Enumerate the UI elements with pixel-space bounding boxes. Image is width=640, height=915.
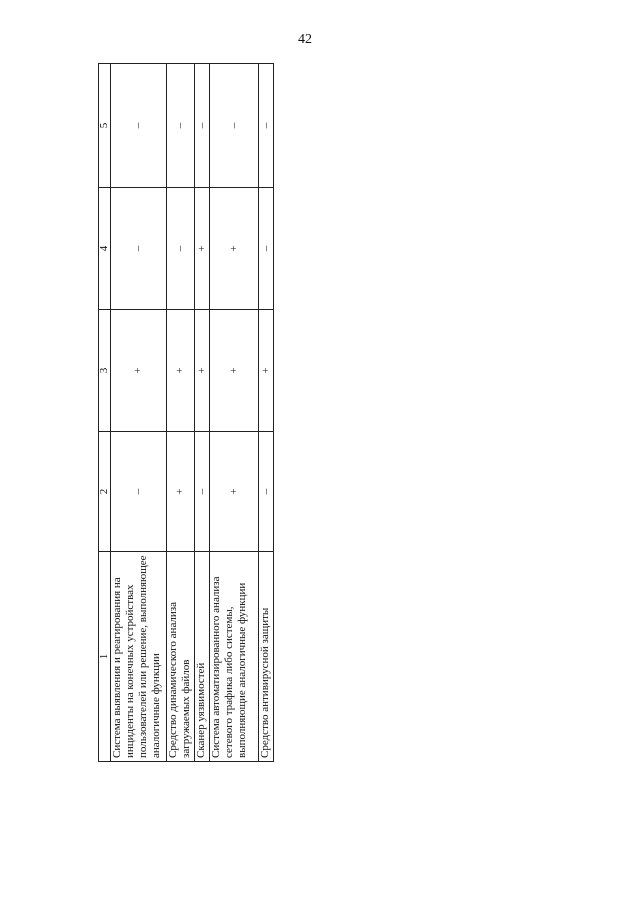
row-mark-col-5: – <box>210 64 259 188</box>
table-row <box>259 64 274 762</box>
table-row <box>110 64 166 762</box>
row-mark-col-2: – <box>259 432 274 552</box>
row-mark-col-2: – <box>195 432 210 552</box>
requirements-table <box>98 63 274 762</box>
row-name: Средство антивирусной защиты <box>259 552 274 762</box>
header-col-2: 2 <box>99 432 111 552</box>
row-mark-col-3: + <box>166 310 195 432</box>
row-name: Система выявления и реагирования на инциденты на конечных устройствах пользователей или решение, выполняющее аналогичные функции <box>110 552 166 762</box>
row-mark-col-3: + <box>195 310 210 432</box>
row-name: Сканер уязвимостей <box>195 552 210 762</box>
page-number: 42 <box>298 32 312 47</box>
row-mark-col-4: – <box>110 188 166 310</box>
row-mark-col-5: – <box>195 64 210 188</box>
row-name: Система автоматизированного анализа сетевого трафика либо системы, выполняющие аналогичные функции <box>210 552 259 762</box>
table-row <box>195 64 210 762</box>
row-mark-col-2: + <box>166 432 195 552</box>
header-col-3: 3 <box>99 310 111 432</box>
row-mark-col-2: – <box>110 432 166 552</box>
row-mark-col-4: + <box>210 188 259 310</box>
row-mark-col-5: – <box>259 64 274 188</box>
header-col-4: 4 <box>99 188 111 310</box>
row-name: Средство динамического анализа загружаемых файлов <box>166 552 195 762</box>
row-mark-col-3: + <box>259 310 274 432</box>
row-mark-col-4: – <box>166 188 195 310</box>
row-mark-col-4: – <box>259 188 274 310</box>
row-mark-col-3: + <box>210 310 259 432</box>
row-mark-col-5: – <box>166 64 195 188</box>
table-row <box>210 64 259 762</box>
rotated-table <box>98 64 274 762</box>
header-col-1: 1 <box>99 552 111 762</box>
row-mark-col-4: + <box>195 188 210 310</box>
row-mark-col-5: – <box>110 64 166 188</box>
row-mark-col-2: + <box>210 432 259 552</box>
table-header-row <box>99 64 111 762</box>
header-col-5: 5 <box>99 64 111 188</box>
row-mark-col-3: + <box>110 310 166 432</box>
table-row <box>166 64 195 762</box>
